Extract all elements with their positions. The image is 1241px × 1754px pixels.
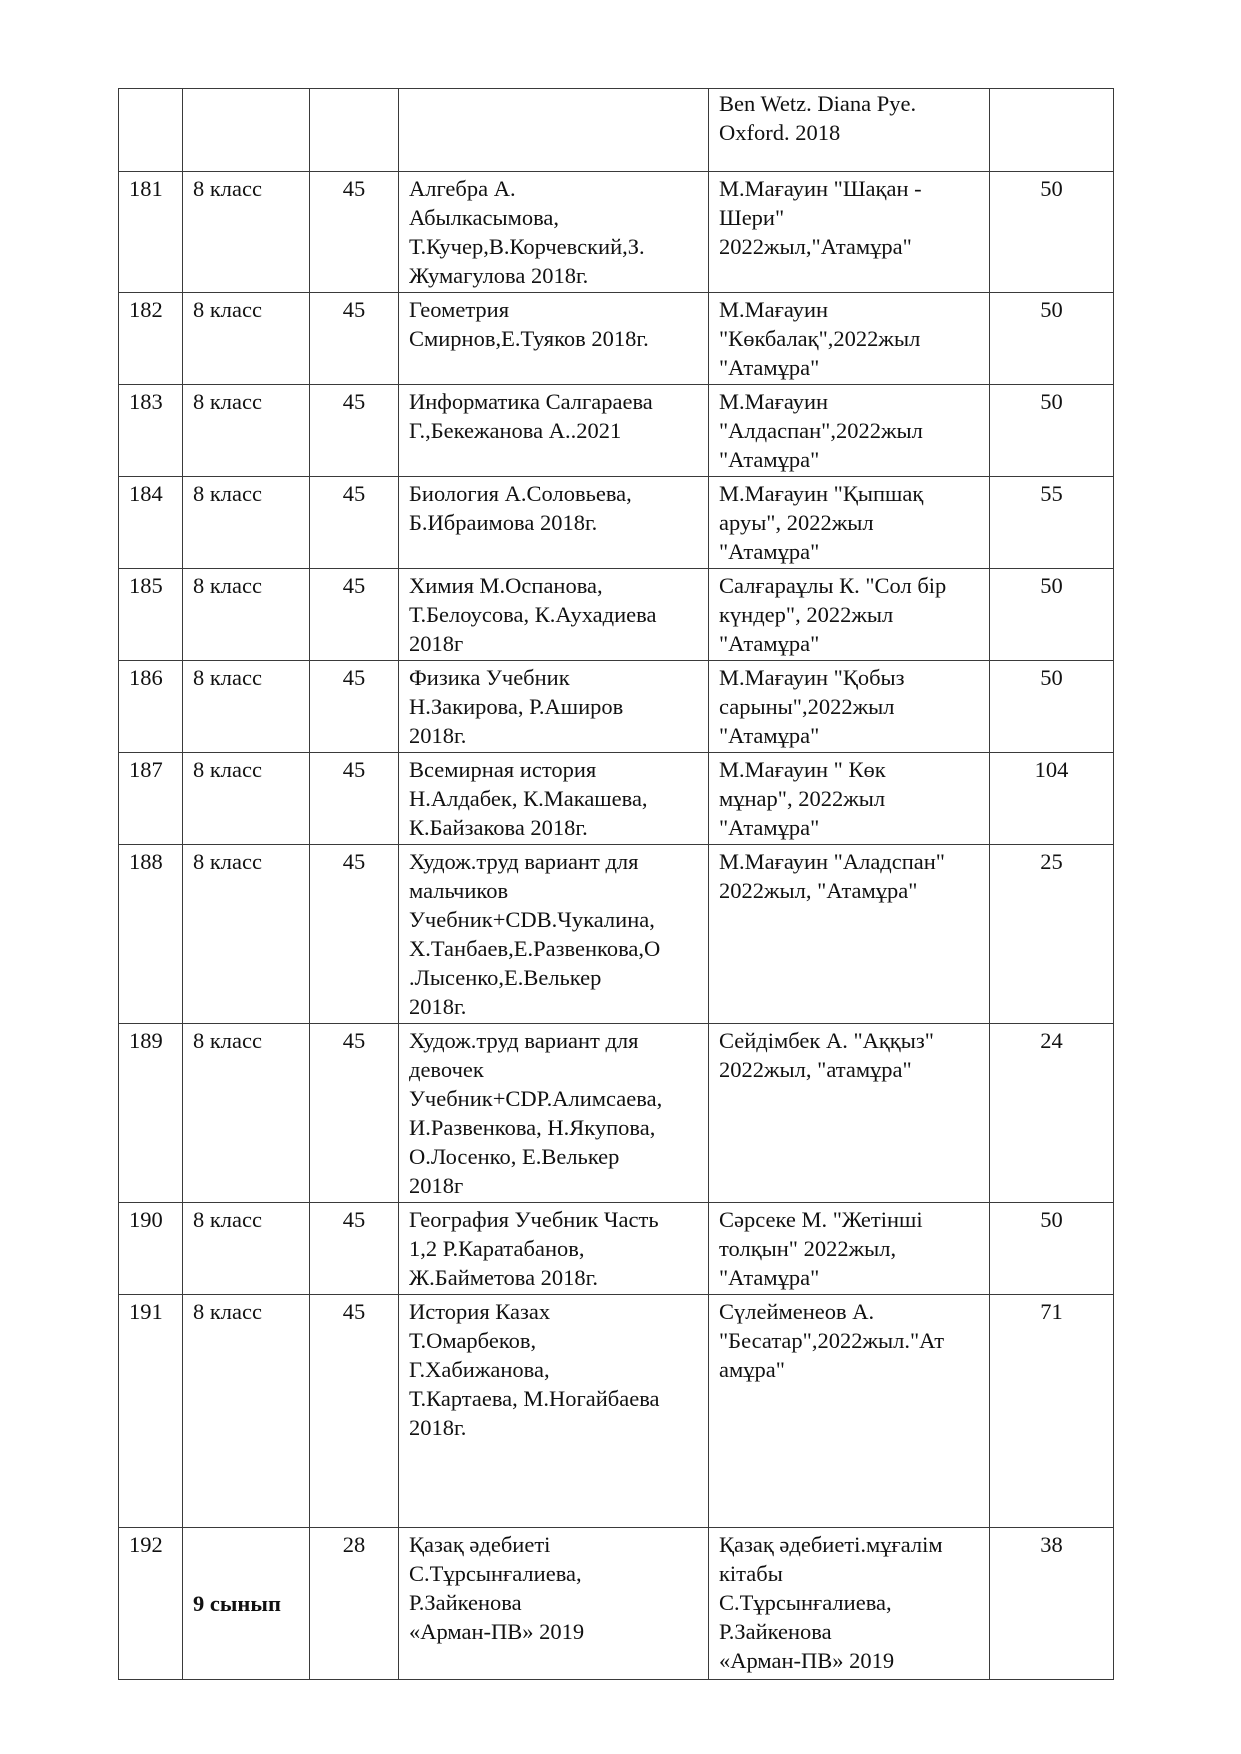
quantity-cell <box>990 845 1114 1024</box>
textbook-cell-text: Худож.труд вариант для девочек Учебник+CDP.Алимсаева, И.Развенкова, Н.Якупова, О.Лосенко, Е.Велькер 2018г <box>409 1028 663 1198</box>
table-row <box>119 753 1114 845</box>
hours-cell-text: 45 <box>342 1299 366 1324</box>
quantity-cell <box>990 477 1114 569</box>
textbook-cell <box>399 661 709 753</box>
row-number-cell-text: 192 <box>129 1532 163 1557</box>
textbook-cell <box>399 753 709 845</box>
grade-cell-text: 8 класс <box>193 1207 262 1232</box>
table-row <box>119 1528 1114 1680</box>
row-number-cell-text: 184 <box>129 481 163 506</box>
row-number-cell-text: 189 <box>129 1028 163 1053</box>
hours-cell <box>310 569 399 661</box>
grade-cell <box>183 753 310 845</box>
textbook-cell-text: Информатика Салгараева Г.,Бекежанова А..2021 <box>409 389 653 443</box>
row-number-cell-text: 187 <box>129 757 163 782</box>
grade-cell <box>183 385 310 477</box>
textbook-cell <box>399 293 709 385</box>
row-number-cell-text: 183 <box>129 389 163 414</box>
literature-cell-text: Салғараұлы К. "Сол бір күндер", 2022жыл "Атамұра" <box>719 573 947 656</box>
grade-cell <box>183 1295 310 1528</box>
literature-cell <box>709 385 990 477</box>
table-row <box>119 385 1114 477</box>
quantity-cell <box>990 293 1114 385</box>
row-number-cell <box>119 293 183 385</box>
hours-cell <box>310 172 399 293</box>
quantity-cell-text: 50 <box>1040 1207 1063 1232</box>
literature-cell-text: М.Мағауин " Көк мұнар", 2022жыл "Атамұра" <box>719 757 886 840</box>
literature-cell <box>709 753 990 845</box>
hours-cell <box>310 753 399 845</box>
table-row <box>119 569 1114 661</box>
row-number-cell <box>119 845 183 1024</box>
textbook-cell-text: Биология А.Соловьева, Б.Ибраимова 2018г. <box>409 481 632 535</box>
hours-cell <box>310 661 399 753</box>
literature-cell <box>709 661 990 753</box>
table-row <box>119 293 1114 385</box>
table-row <box>119 845 1114 1024</box>
textbook-cell-text: Физика Учебник Н.Закирова, Р.Аширов 2018г. <box>409 665 624 748</box>
hours-cell <box>310 1024 399 1203</box>
hours-cell-text: 45 <box>342 573 366 598</box>
hours-cell-text: 45 <box>342 389 366 414</box>
grade-cell-text: 8 класс <box>193 389 262 414</box>
grade-cell <box>183 477 310 569</box>
grade-cell-text: 8 класс <box>193 849 262 874</box>
textbook-cell <box>399 172 709 293</box>
literature-cell-text: М.Мағауин "Шақан - Шери" 2022жыл,"Атамұра" <box>719 176 922 259</box>
grade-cell <box>183 845 310 1024</box>
textbook-cell-text: География Учебник Часть 1,2 Р.Каратабанов, Ж.Байметова 2018г. <box>409 1207 659 1290</box>
literature-cell-text: М.Мағауин "Көкбалақ",2022жыл "Атамұра" <box>719 297 921 380</box>
quantity-cell <box>990 753 1114 845</box>
literature-cell <box>709 569 990 661</box>
quantity-cell-text: 50 <box>1040 176 1063 201</box>
quantity-cell-text: 24 <box>1040 1028 1063 1053</box>
table-row <box>119 1024 1114 1203</box>
row-number-cell <box>119 477 183 569</box>
textbook-cell-text: Химия М.Оспанова, Т.Белоусова, К.Аухадиева 2018г <box>409 573 657 656</box>
grade-cell <box>183 1528 310 1680</box>
hours-cell-text: 45 <box>342 481 366 506</box>
row-number-cell <box>119 661 183 753</box>
row-number-cell <box>119 1024 183 1203</box>
grade-cell <box>183 569 310 661</box>
quantity-cell-text: 104 <box>1034 757 1069 782</box>
grade-cell <box>183 89 310 172</box>
hours-cell-text: 45 <box>342 665 366 690</box>
literature-cell-text: Сүлейменеов А. "Бесатар",2022жыл."Ат амұра" <box>719 1299 945 1382</box>
literature-cell <box>709 845 990 1024</box>
hours-cell <box>310 293 399 385</box>
literature-cell-text: М.Мағауин "Қобыз сарыны",2022жыл "Атамұра" <box>719 665 905 748</box>
textbook-cell-text: Всемирная история Н.Алдабек, К.Макашева, К.Байзакова 2018г. <box>409 757 648 840</box>
textbook-cell <box>399 385 709 477</box>
literature-cell: Ben Wetz. Diana Pye. Oxford. 2018 <box>709 89 990 172</box>
row-number-cell-text: 186 <box>129 665 163 690</box>
literature-cell <box>709 172 990 293</box>
quantity-cell-text: 55 <box>1040 481 1063 506</box>
row-number-cell <box>119 1295 183 1528</box>
grade-cell <box>183 293 310 385</box>
quantity-cell <box>990 172 1114 293</box>
quantity-cell-text: 50 <box>1040 573 1063 598</box>
hours-cell <box>310 1528 399 1680</box>
table-row <box>119 1203 1114 1295</box>
quantity-cell <box>990 569 1114 661</box>
literature-cell <box>709 477 990 569</box>
quantity-cell <box>990 661 1114 753</box>
grade-cell <box>183 1203 310 1295</box>
hours-cell <box>310 845 399 1024</box>
textbook-cell <box>399 569 709 661</box>
quantity-cell-text: 38 <box>1040 1532 1063 1557</box>
hours-cell-text: 45 <box>342 1207 366 1232</box>
row-number-cell-text: 188 <box>129 849 163 874</box>
textbook-cell <box>399 1295 709 1528</box>
grade-cell-text: 8 класс <box>193 297 262 322</box>
document-page <box>118 88 1113 1680</box>
textbook-cell <box>399 477 709 569</box>
grade-cell-text: 8 класс <box>193 481 262 506</box>
hours-cell <box>310 89 399 172</box>
grade-cell-text: 8 класс <box>193 757 262 782</box>
row-number-cell-text: 185 <box>129 573 163 598</box>
textbook-cell-text: Худож.труд вариант для мальчиков Учебник+CDB.Чукалина, Х.Танбаев,Е.Развенкова,О .Лысенко,Е.Велькер 2018г. <box>409 849 661 1019</box>
quantity-cell <box>990 1295 1114 1528</box>
grade-cell-text: 8 класс <box>193 665 262 690</box>
literature-cell-text: М.Мағауин "Аладспан" 2022жыл, "Атамұра" <box>719 849 945 903</box>
textbook-cell <box>399 1024 709 1203</box>
table-body <box>119 89 1114 1680</box>
grade-cell-text: 8 класс <box>193 573 262 598</box>
textbook-cell-text: Қазақ әдебиеті С.Тұрсынғалиева, Р.Зайкенова «Арман-ПВ» 2019 <box>409 1532 585 1644</box>
row-number-cell <box>119 1203 183 1295</box>
textbook-cell-text: История Казах Т.Омарбеков, Г.Хабижанова, Т.Картаева, М.Ногайбаева 2018г. <box>409 1299 660 1440</box>
hours-cell <box>310 385 399 477</box>
row-number-cell <box>119 89 183 172</box>
quantity-cell-text: 25 <box>1040 849 1063 874</box>
grade-cell <box>183 172 310 293</box>
literature-cell-text: М.Мағауин "Қыпшақ аруы", 2022жыл "Атамұра" <box>719 481 924 564</box>
literature-cell <box>709 1024 990 1203</box>
quantity-cell <box>990 89 1114 172</box>
literature-cell <box>709 293 990 385</box>
grade-cell-text: 8 класс <box>193 176 262 201</box>
hours-cell-text: 45 <box>342 297 366 322</box>
textbook-cell <box>399 89 709 172</box>
quantity-cell <box>990 1024 1114 1203</box>
table-row <box>119 1295 1114 1528</box>
quantity-cell <box>990 385 1114 477</box>
row-number-cell <box>119 1528 183 1680</box>
literature-cell-text: М.Мағауин "Алдаспан",2022жыл "Атамұра" <box>719 389 923 472</box>
textbook-cell-text: Геометрия Смирнов,Е.Туяков 2018г. <box>409 297 649 351</box>
hours-cell-text: 45 <box>342 176 366 201</box>
hours-cell-text: 28 <box>342 1532 366 1557</box>
quantity-cell-text: 50 <box>1040 389 1063 414</box>
literature-cell-text: Сейдімбек А. "Аққыз" 2022жыл, "атамұра" <box>719 1028 934 1082</box>
grade-cell <box>183 661 310 753</box>
row-number-cell-text: 182 <box>129 297 163 322</box>
textbook-cell-text: Алгебра А. Абылкасымова, Т.Кучер,В.Корчевский,З. Жумагулова 2018г. <box>409 176 645 288</box>
hours-cell <box>310 477 399 569</box>
literature-cell <box>709 1203 990 1295</box>
table-row <box>119 172 1114 293</box>
hours-cell-text: 45 <box>342 757 366 782</box>
row-number-cell-text: 191 <box>129 1299 163 1324</box>
textbook-table <box>118 88 1114 1680</box>
row-number-cell-text: 190 <box>129 1207 163 1232</box>
row-number-cell <box>119 753 183 845</box>
textbook-cell <box>399 1203 709 1295</box>
grade-cell-text: 9 сынып <box>193 1591 281 1616</box>
row-number-cell <box>119 172 183 293</box>
quantity-cell-text: 50 <box>1040 297 1063 322</box>
hours-cell-text: 45 <box>342 1028 366 1053</box>
table-row <box>119 477 1114 569</box>
row-number-cell <box>119 385 183 477</box>
textbook-cell <box>399 845 709 1024</box>
row-number-cell <box>119 569 183 661</box>
grade-cell-text: 8 класс <box>193 1028 262 1053</box>
hours-cell <box>310 1295 399 1528</box>
literature-cell <box>709 1528 990 1680</box>
table-row <box>119 661 1114 753</box>
row-number-cell-text: 181 <box>129 176 163 201</box>
hours-cell <box>310 1203 399 1295</box>
grade-cell-text: 8 класс <box>193 1299 262 1324</box>
quantity-cell <box>990 1203 1114 1295</box>
literature-cell <box>709 1295 990 1528</box>
hours-cell-text: 45 <box>342 849 366 874</box>
quantity-cell <box>990 1528 1114 1680</box>
textbook-cell <box>399 1528 709 1680</box>
quantity-cell-text: 50 <box>1040 665 1063 690</box>
grade-cell <box>183 1024 310 1203</box>
literature-cell-text: Қазақ әдебиеті.мұғалім кітабы С.Тұрсынғалиева, Р.Зайкенова «Арман-ПВ» 2019 <box>719 1532 943 1673</box>
quantity-cell-text: 71 <box>1040 1299 1063 1324</box>
literature-cell-text: Сәрсеке М. "Жетінші толқын" 2022жыл, "Атамұра" <box>719 1207 923 1290</box>
table-row-continued <box>119 89 1114 172</box>
